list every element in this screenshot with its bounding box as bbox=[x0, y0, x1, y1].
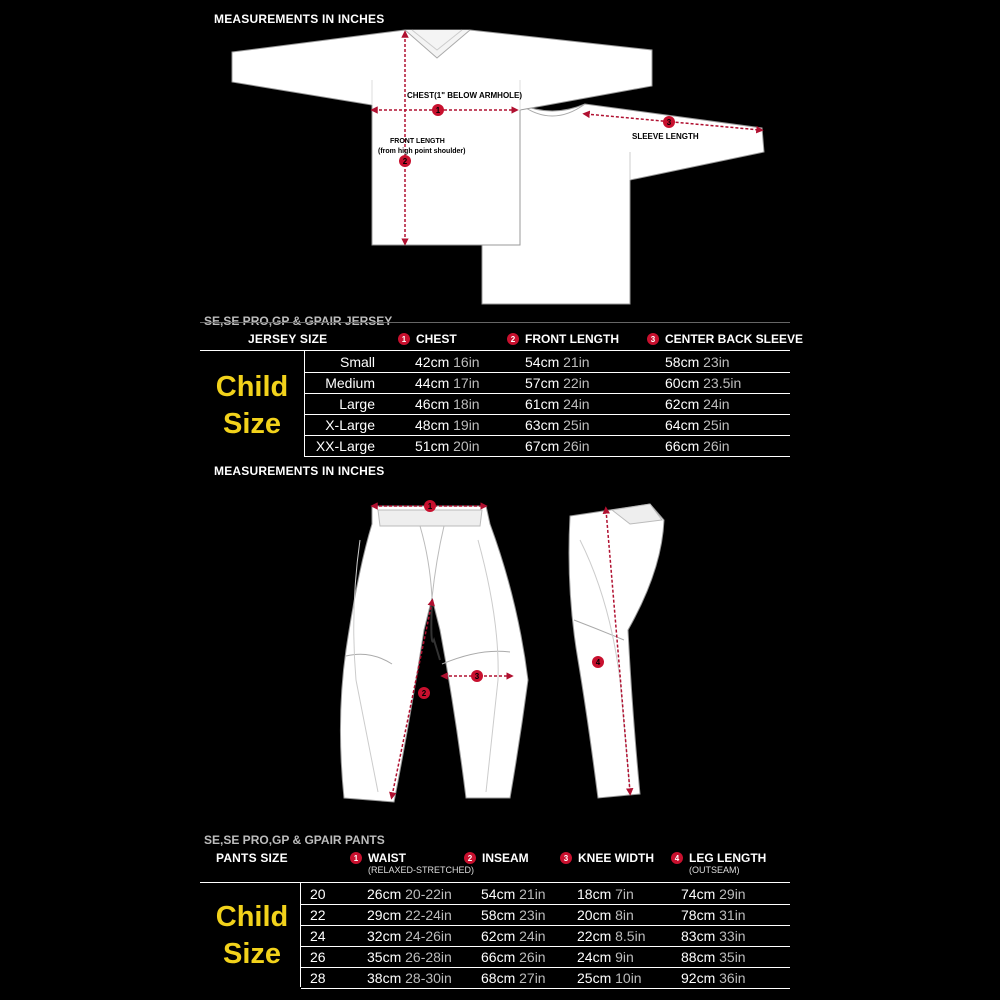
leg-length-note: (OUTSEAM) bbox=[689, 865, 740, 875]
jersey-size-header: JERSEY SIZE bbox=[248, 332, 328, 346]
svg-text:2: 2 bbox=[421, 689, 427, 698]
leg-length-cell bbox=[681, 905, 790, 926]
waist-note: (RELAXED-STRETCHED) bbox=[368, 865, 475, 875]
cm-value: 63cm bbox=[525, 417, 560, 433]
leg-length-cell bbox=[681, 968, 790, 989]
svg-text:1: 1 bbox=[427, 502, 433, 511]
pants-table-title: SE,SE PRO,GP & GPAIR PANTS bbox=[204, 833, 385, 847]
pants-size-header: PANTS SIZE bbox=[216, 851, 288, 865]
inch-value: 24in bbox=[519, 928, 546, 944]
col-label: LEG LENGTH bbox=[689, 851, 767, 865]
jersey-col-sleeve bbox=[647, 332, 803, 346]
inch-value: 9in bbox=[615, 949, 634, 965]
front-length-cell bbox=[499, 373, 639, 394]
cm-value: 26cm bbox=[367, 886, 402, 902]
col-label: WAIST bbox=[368, 851, 406, 865]
cm-value: 78cm bbox=[681, 907, 716, 923]
cm-value: 44cm bbox=[415, 375, 450, 391]
cm-value: 38cm bbox=[367, 970, 402, 986]
cm-value: 25cm bbox=[577, 970, 612, 986]
leg-length-cell bbox=[681, 884, 790, 905]
size-cell: Small bbox=[305, 352, 389, 373]
front-length-cell bbox=[499, 436, 639, 457]
pants-col-inseam bbox=[464, 851, 529, 865]
cm-value: 68cm bbox=[481, 970, 516, 986]
leg-length-cell bbox=[681, 947, 790, 968]
table-row bbox=[305, 352, 790, 373]
inch-value: 27in bbox=[519, 970, 546, 986]
cm-value: 61cm bbox=[525, 396, 560, 412]
divider bbox=[200, 350, 790, 351]
svg-text:4: 4 bbox=[595, 658, 601, 667]
size-label: Size bbox=[222, 408, 282, 440]
cm-value: 60cm bbox=[665, 375, 700, 391]
inseam-cell bbox=[481, 947, 577, 968]
cm-value: 88cm bbox=[681, 949, 716, 965]
table-row bbox=[301, 884, 790, 905]
cm-value: 24cm bbox=[577, 949, 612, 965]
size-cell: 22 bbox=[301, 905, 367, 926]
table-row bbox=[301, 926, 790, 947]
marker-2 bbox=[418, 687, 430, 699]
chest-cell bbox=[389, 415, 499, 436]
inch-value: 31in bbox=[719, 907, 746, 923]
marker-3 bbox=[663, 116, 675, 128]
inch-value: 8in bbox=[615, 907, 634, 923]
marker-3: 3 bbox=[560, 852, 572, 864]
inch-value: 35in bbox=[719, 949, 746, 965]
chest-label: CHEST(1" BELOW ARMHOLE) bbox=[407, 91, 523, 100]
jersey-col-chest bbox=[398, 332, 457, 346]
sleeve-cell bbox=[639, 436, 790, 457]
col-label: INSEAM bbox=[482, 851, 529, 865]
jersey-size-table bbox=[305, 352, 790, 457]
marker-2: 2 bbox=[507, 333, 519, 345]
col-label: FRONT LENGTH bbox=[525, 332, 619, 346]
jersey-col-front-length bbox=[507, 332, 619, 346]
inch-value: 23.5in bbox=[703, 375, 742, 391]
pants-side-illustration bbox=[569, 504, 664, 798]
knee-width-cell bbox=[577, 947, 681, 968]
pants-child-size-label bbox=[204, 899, 300, 973]
cm-value: 92cm bbox=[681, 970, 716, 986]
jersey-table-title: SE,SE PRO,GP & GPAIR JERSEY bbox=[204, 314, 393, 328]
inch-value: 25in bbox=[703, 417, 730, 433]
svg-text:1: 1 bbox=[435, 106, 441, 115]
sleeve-length-label: SLEEVE LENGTH bbox=[632, 132, 699, 141]
front-length-cell bbox=[499, 352, 639, 373]
sleeve-cell bbox=[639, 352, 790, 373]
leg-length-cell bbox=[681, 926, 790, 947]
chest-cell bbox=[389, 394, 499, 415]
marker-4: 4 bbox=[671, 852, 683, 864]
svg-text:2: 2 bbox=[402, 157, 408, 166]
inseam-cell bbox=[481, 905, 577, 926]
cm-value: 51cm bbox=[415, 438, 450, 454]
inseam-cell bbox=[481, 884, 577, 905]
cm-value: 64cm bbox=[665, 417, 700, 433]
cm-value: 29cm bbox=[367, 907, 402, 923]
inch-value: 25in bbox=[563, 417, 590, 433]
cm-value: 22cm bbox=[577, 928, 612, 944]
jersey-child-size-label bbox=[204, 369, 300, 443]
inch-value: 33in bbox=[719, 928, 746, 944]
knee-width-cell bbox=[577, 884, 681, 905]
pants-diagram bbox=[0, 480, 1000, 820]
cm-value: 32cm bbox=[367, 928, 402, 944]
pants-col-leg-length bbox=[671, 851, 766, 875]
sleeve-cell bbox=[639, 394, 790, 415]
inch-value: 8.5in bbox=[615, 928, 646, 944]
front-length-cell bbox=[499, 415, 639, 436]
cm-value: 48cm bbox=[415, 417, 450, 433]
inch-value: 26-28in bbox=[405, 949, 452, 965]
front-length-cell bbox=[499, 394, 639, 415]
cm-value: 46cm bbox=[415, 396, 450, 412]
front-length-sublabel: (from high point shoulder) bbox=[378, 148, 466, 155]
front-length-label: FRONT LENGTH bbox=[390, 138, 445, 145]
size-cell: 28 bbox=[301, 968, 367, 989]
inch-value: 22in bbox=[563, 375, 590, 391]
cm-value: 57cm bbox=[525, 375, 560, 391]
knee-width-cell bbox=[577, 905, 681, 926]
chest-cell bbox=[389, 436, 499, 457]
cm-value: 74cm bbox=[681, 886, 716, 902]
inch-value: 26in bbox=[519, 949, 546, 965]
marker-1 bbox=[424, 500, 436, 512]
table-row bbox=[301, 947, 790, 968]
inch-value: 28-30in bbox=[405, 970, 452, 986]
child-label: Child bbox=[215, 901, 289, 933]
size-cell: XX-Large bbox=[305, 436, 389, 457]
inch-value: 26in bbox=[563, 438, 590, 454]
table-row bbox=[301, 968, 790, 989]
inch-value: 20-22in bbox=[405, 886, 452, 902]
size-cell: X-Large bbox=[305, 415, 389, 436]
jersey-back-illustration bbox=[482, 104, 764, 304]
inch-value: 22-24in bbox=[405, 907, 452, 923]
waist-cell bbox=[367, 968, 481, 989]
table-row bbox=[305, 394, 790, 415]
inch-value: 24in bbox=[703, 396, 730, 412]
table-row bbox=[305, 373, 790, 394]
cm-value: 42cm bbox=[415, 354, 450, 370]
cm-value: 62cm bbox=[665, 396, 700, 412]
inseam-cell bbox=[481, 926, 577, 947]
divider bbox=[200, 882, 790, 883]
waist-cell bbox=[367, 947, 481, 968]
inseam-cell bbox=[481, 968, 577, 989]
inch-value: 18in bbox=[453, 396, 480, 412]
inch-value: 23in bbox=[519, 907, 546, 923]
cm-value: 58cm bbox=[481, 907, 516, 923]
marker-1 bbox=[432, 104, 444, 116]
inch-value: 16in bbox=[453, 354, 480, 370]
inch-value: 36in bbox=[719, 970, 746, 986]
divider bbox=[200, 322, 790, 323]
col-label: CENTER BACK SLEEVE bbox=[665, 332, 804, 346]
cm-value: 35cm bbox=[367, 949, 402, 965]
jersey-diagram bbox=[0, 0, 1000, 320]
cm-value: 20cm bbox=[577, 907, 612, 923]
pants-measurements-heading: MEASUREMENTS IN INCHES bbox=[214, 464, 385, 478]
waist-cell bbox=[367, 905, 481, 926]
size-cell: 24 bbox=[301, 926, 367, 947]
inch-value: 24in bbox=[563, 396, 590, 412]
knee-width-cell bbox=[577, 968, 681, 989]
col-label: CHEST bbox=[416, 332, 457, 346]
pants-col-waist bbox=[350, 851, 474, 875]
size-cell: Large bbox=[305, 394, 389, 415]
inch-value: 19in bbox=[453, 417, 480, 433]
cm-value: 66cm bbox=[665, 438, 700, 454]
cm-value: 83cm bbox=[681, 928, 716, 944]
marker-3: 3 bbox=[647, 333, 659, 345]
inch-value: 10in bbox=[615, 970, 642, 986]
size-cell: 26 bbox=[301, 947, 367, 968]
inch-value: 21in bbox=[519, 886, 546, 902]
inch-value: 7in bbox=[615, 886, 634, 902]
inch-value: 23in bbox=[703, 354, 730, 370]
cm-value: 54cm bbox=[525, 354, 560, 370]
pants-size-table bbox=[301, 884, 790, 989]
cm-value: 54cm bbox=[481, 886, 516, 902]
size-label: Size bbox=[222, 938, 282, 970]
table-row bbox=[301, 905, 790, 926]
cm-value: 67cm bbox=[525, 438, 560, 454]
size-cell: 20 bbox=[301, 884, 367, 905]
cm-value: 18cm bbox=[577, 886, 612, 902]
waist-cell bbox=[367, 926, 481, 947]
svg-text:3: 3 bbox=[666, 118, 672, 127]
inch-value: 21in bbox=[563, 354, 590, 370]
pants-col-knee-width bbox=[560, 851, 654, 865]
inch-value: 20in bbox=[453, 438, 480, 454]
col-label: KNEE WIDTH bbox=[578, 851, 654, 865]
marker-1: 1 bbox=[350, 852, 362, 864]
marker-3 bbox=[471, 670, 483, 682]
inch-value: 26in bbox=[703, 438, 730, 454]
chest-cell bbox=[389, 352, 499, 373]
cm-value: 58cm bbox=[665, 354, 700, 370]
sleeve-cell bbox=[639, 415, 790, 436]
marker-2: 2 bbox=[464, 852, 476, 864]
pants-front-illustration bbox=[340, 506, 528, 802]
sleeve-cell bbox=[639, 373, 790, 394]
inch-value: 24-26in bbox=[405, 928, 452, 944]
table-row bbox=[305, 415, 790, 436]
cm-value: 66cm bbox=[481, 949, 516, 965]
svg-text:3: 3 bbox=[474, 672, 480, 681]
marker-2 bbox=[399, 155, 411, 167]
child-label: Child bbox=[215, 371, 289, 403]
knee-width-cell bbox=[577, 926, 681, 947]
jersey-measurements-heading: MEASUREMENTS IN INCHES bbox=[214, 12, 385, 26]
waist-cell bbox=[367, 884, 481, 905]
cm-value: 62cm bbox=[481, 928, 516, 944]
marker-1: 1 bbox=[398, 333, 410, 345]
size-cell: Medium bbox=[305, 373, 389, 394]
inch-value: 29in bbox=[719, 886, 746, 902]
marker-4 bbox=[592, 656, 604, 668]
table-row bbox=[305, 436, 790, 457]
chest-cell bbox=[389, 373, 499, 394]
inch-value: 17in bbox=[453, 375, 480, 391]
